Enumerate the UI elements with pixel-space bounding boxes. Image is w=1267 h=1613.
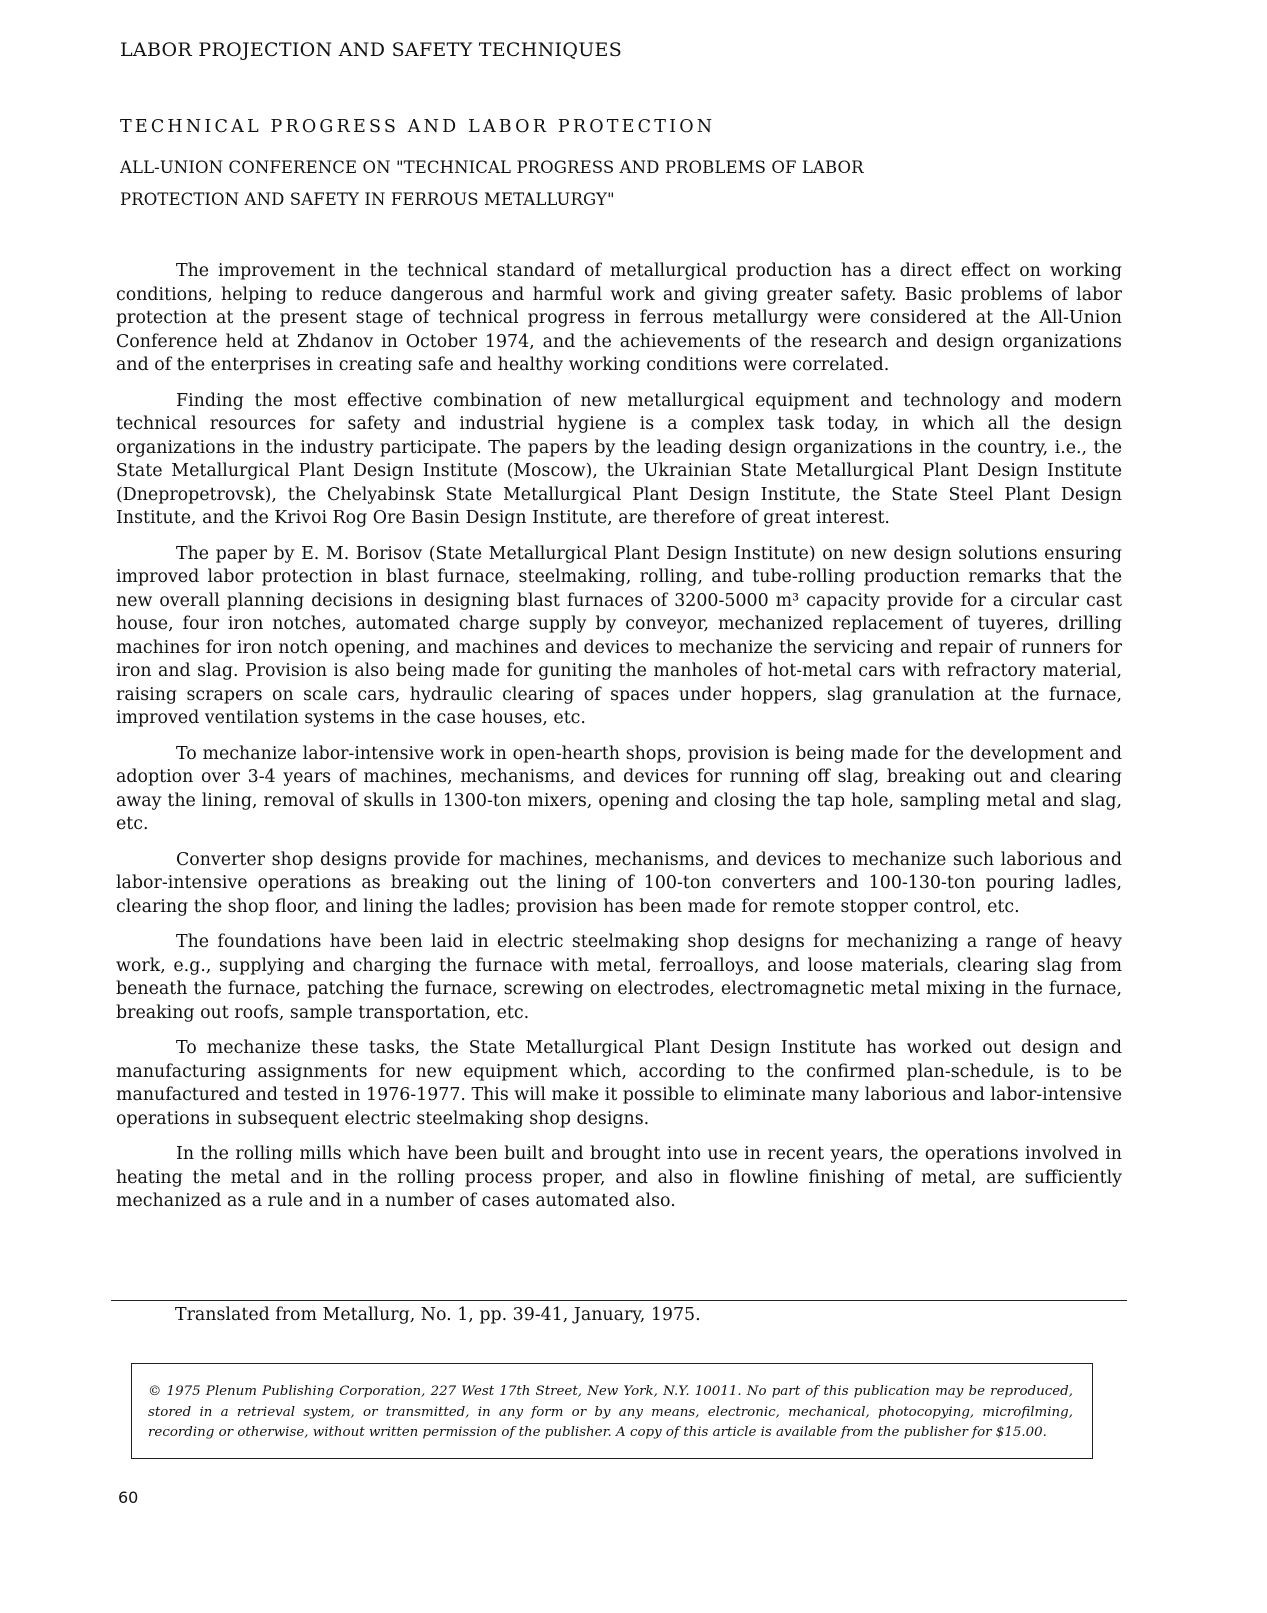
- paragraph-4: To mechanize labor-intensive work in open-hearth shops, provision is being made for the development and adoption over 3-4 years of machines, mechanisms, and devices for running off slag, breaking out and clearing away the lining, removal of skulls in 1300-ton mixers, opening and closing the tap hole, sampling metal and slag, etc.: [116, 743, 1122, 834]
- page-number: 60: [118, 1488, 139, 1507]
- translation-note: Translated from Metallurg, No. 1, pp. 39-41, January, 1975.: [175, 1305, 701, 1325]
- footnote-divider: [111, 1300, 1127, 1301]
- paragraph-5: Converter shop designs provide for machines, mechanisms, and devices to mechanize such laborious and labor-intensive operations as breaking out the lining of 100-ton converters and 100-130-ton pouring ladles, clearing the shop floor, and lining the ladles; provision has been made for remote stopper control, etc.: [116, 849, 1122, 917]
- paragraph-6: The foundations have been laid in electric steelmaking shop designs for mechanizing a range of heavy work, e.g., supplying and charging the furnace with metal, ferroalloys, and loose materials, clearing slag from beneath the furnace, patching the furnace, screwing on electrodes, electromagnetic metal mixing in the furnace, breaking out roofs, sample transportation, etc.: [116, 932, 1122, 1023]
- article-body: [116, 260, 1122, 1226]
- paragraph-1: The improvement in the technical standard of metallurgical production has a direct effect on working conditions, helping to reduce dangerous and harmful work and giving greater safety. Basic problems of labor protection at the present stage of technical progress in ferrous metallurgy were considered at the All-Union Conference held at Zhdanov in October 1974, and the achievements of the research and design organizations and of the enterprises in creating safe and healthy working conditions were correlated.: [116, 261, 1122, 375]
- paragraph-2: Finding the most effective combination of new metallurgical equipment and technology and modern technical resources for safety and industrial hygiene is a complex task today, in which all the design organizations in the industry participate. The papers by the leading design organizations in the country, i.e., the State Metallurgical Plant Design Institute (Moscow), the Ukrainian State Metallurgical Plant Design Institute (Dnepropetrovsk), the Chelyabinsk State Metallurgical Plant Design Institute, the State Steel Plant Design Institute, and the Krivoi Rog Ore Basin Design Institute, are therefore of great interest.: [116, 390, 1122, 528]
- journal-section-header: LABOR PROJECTION AND SAFETY TECHNIQUES: [120, 39, 623, 61]
- paragraph-3: The paper by E. M. Borisov (State Metallurgical Plant Design Institute) on new design solutions ensuring improved labor protection in blast furnace, steelmaking, rolling, and tube-rolling production remarks that the new overall planning decisions in designing blast furnaces of 3200-5000 m³ capacity provide for a circular cast house, four iron notches, automated charge supply by conveyor, mechanized replacement of tuyeres, drilling machines for iron notch opening, and machines and devices to mechanize the servicing and repair of runners for iron and slag. Provision is also being made for guniting the manholes of hot-metal cars with refractory material, raising scrapers on scale cars, hydraulic clearing of spaces under hoppers, slag granulation at the furnace, improved ventilation systems in the case houses, etc.: [116, 543, 1122, 728]
- copyright-notice: © 1975 Plenum Publishing Corporation, 227 West 17th Street, New York, N.Y. 10011. No part of this publication may be reproduced, stored in a retrieval system, or transmitted, in any form or by any means, electronic, mechanical, photocopying, microfilming, recording or otherwise, without written permission of the publisher. A copy of this article is available from the publisher for $15.00.: [148, 1384, 1073, 1441]
- paragraph-7: To mechanize these tasks, the State Metallurgical Plant Design Institute has worked out design and manufacturing assignments for new equipment which, according to the confirmed plan-schedule, is to be manufactured and tested in 1976-1977. This will make it possible to eliminate many laborious and labor-intensive operations in subsequent electric steelmaking shop designs.: [116, 1038, 1122, 1129]
- copyright-box: [131, 1363, 1093, 1459]
- article-subtitle: ALL-UNION CONFERENCE ON "TECHNICAL PROGRESS AND PROBLEMS OF LABOR PROTECTION AND SAFETY IN FERROUS METALLURGY": [120, 158, 864, 209]
- article-title: TECHNICAL PROGRESS AND LABOR PROTECTION: [120, 117, 716, 137]
- paragraph-8: In the rolling mills which have been built and brought into use in recent years, the operations involved in heating the metal and in the rolling process proper, and also in flowline finishing of metal, are sufficiently mechanized as a rule and in a number of cases automated also.: [116, 1144, 1122, 1211]
